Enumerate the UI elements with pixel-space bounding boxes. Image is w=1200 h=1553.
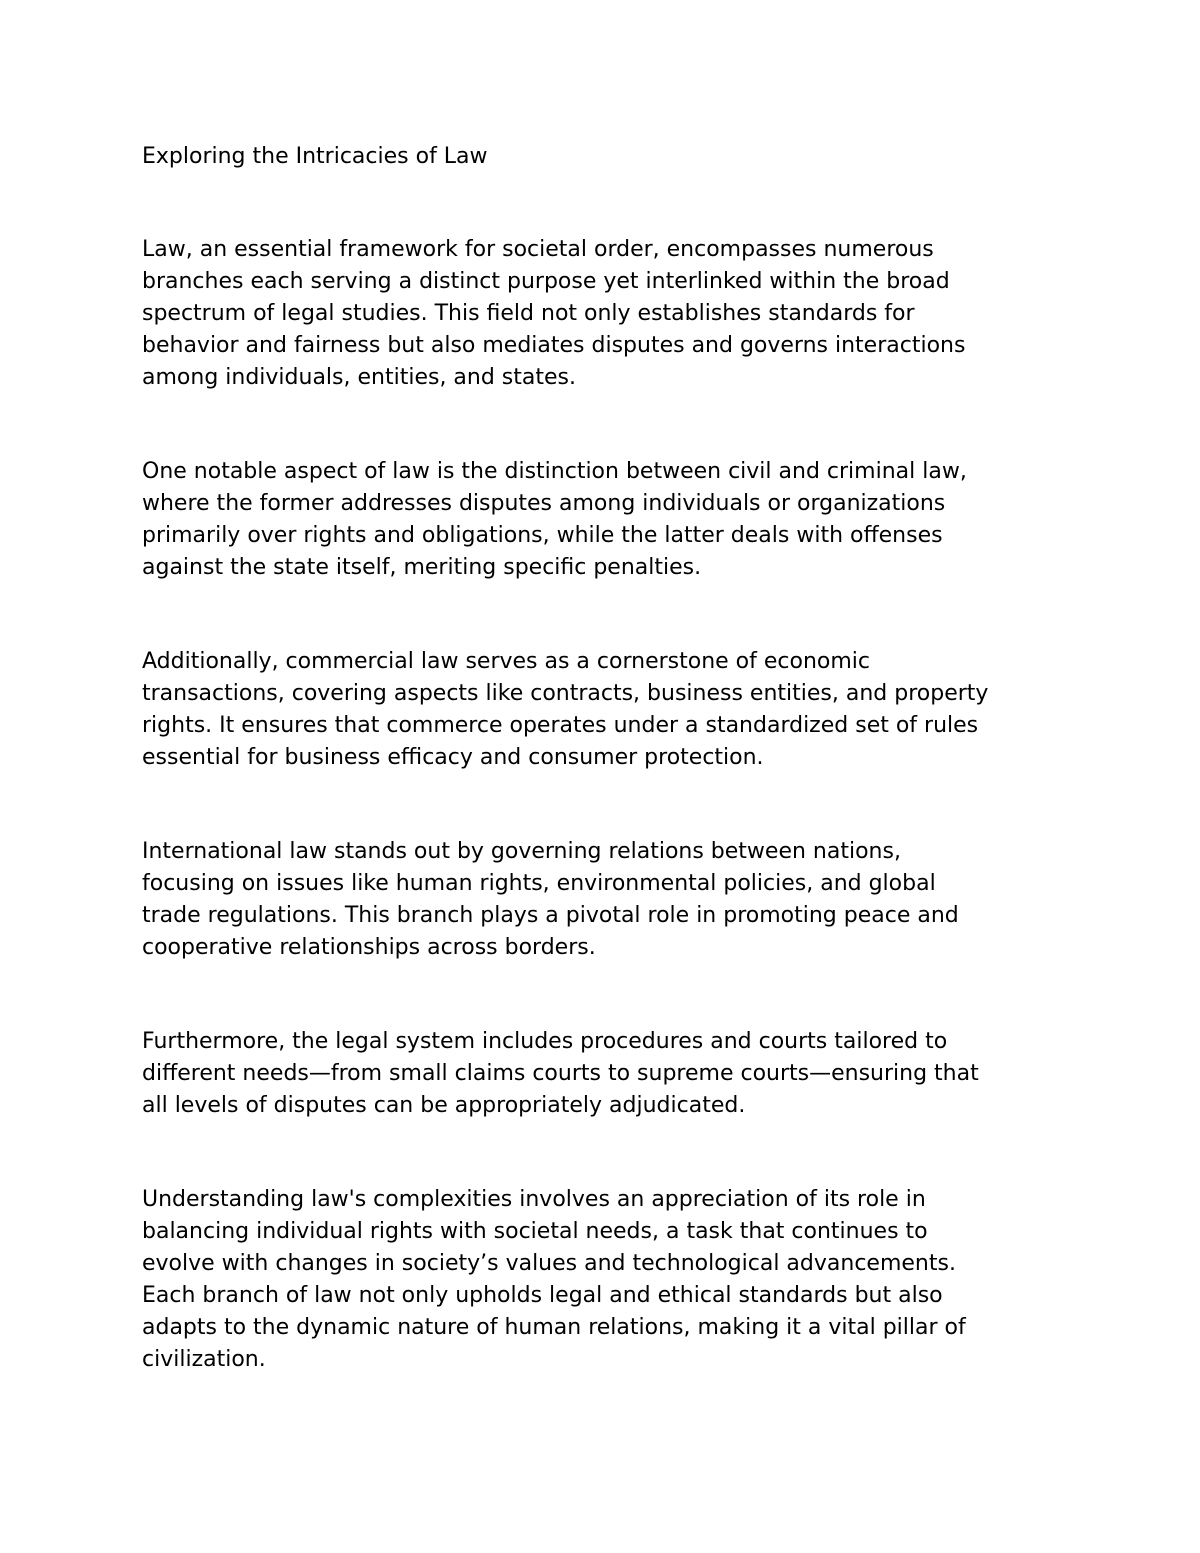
paragraph-line: International law stands out by governing relations between nations, xyxy=(142,839,901,864)
paragraph-line: rights. It ensures that commerce operates under a standardized set of rules xyxy=(142,713,979,738)
paragraph-line: civilization. xyxy=(142,1347,266,1372)
paragraph-line: cooperative relationships across borders. xyxy=(142,935,596,960)
paragraph-line: adapts to the dynamic nature of human relations, making it a vital pillar of xyxy=(142,1315,966,1340)
paragraph-line: balancing individual rights with societal needs, a task that continues to xyxy=(142,1219,928,1244)
paragraph-line: Law, an essential framework for societal order, encompasses numerous xyxy=(142,237,934,262)
paragraph-line: where the former addresses disputes among individuals or organizations xyxy=(142,491,946,516)
paragraph-commercial-law xyxy=(142,646,1062,774)
paragraph-line: focusing on issues like human rights, environmental policies, and global xyxy=(142,871,936,896)
paragraph-civil-criminal xyxy=(142,456,1062,584)
paragraph-legal-system xyxy=(142,1026,1062,1122)
paragraph-line: among individuals, entities, and states. xyxy=(142,365,576,390)
paragraph-international-law xyxy=(142,836,1062,964)
paragraph-line: essential for business efficacy and consumer protection. xyxy=(142,745,764,770)
paragraph-conclusion xyxy=(142,1184,1062,1376)
document-title: Exploring the Intricacies of Law xyxy=(142,144,488,169)
paragraph-line: One notable aspect of law is the distinction between civil and criminal law, xyxy=(142,459,967,484)
paragraph-introduction xyxy=(142,234,1062,394)
paragraph-line: Understanding law's complexities involves an appreciation of its role in xyxy=(142,1187,926,1212)
paragraph-line: branches each serving a distinct purpose yet interlinked within the broad xyxy=(142,269,950,294)
paragraph-line: spectrum of legal studies. This field not only establishes standards for xyxy=(142,301,915,326)
paragraph-line: behavior and fairness but also mediates disputes and governs interactions xyxy=(142,333,966,358)
paragraph-line: against the state itself, meriting specific penalties. xyxy=(142,555,702,580)
paragraph-line: all levels of disputes can be appropriately adjudicated. xyxy=(142,1093,746,1118)
paragraph-line: primarily over rights and obligations, while the latter deals with offenses xyxy=(142,523,943,548)
paragraph-line: different needs—from small claims courts to supreme courts—ensuring that xyxy=(142,1061,979,1086)
paragraph-line: transactions, covering aspects like contracts, business entities, and property xyxy=(142,681,989,706)
paragraph-line: evolve with changes in society’s values and technological advancements. xyxy=(142,1251,956,1276)
paragraph-line: trade regulations. This branch plays a pivotal role in promoting peace and xyxy=(142,903,959,928)
paragraph-line: Furthermore, the legal system includes procedures and courts tailored to xyxy=(142,1029,948,1054)
paragraph-line: Additionally, commercial law serves as a cornerstone of economic xyxy=(142,649,870,674)
paragraph-line: Each branch of law not only upholds legal and ethical standards but also xyxy=(142,1283,943,1308)
